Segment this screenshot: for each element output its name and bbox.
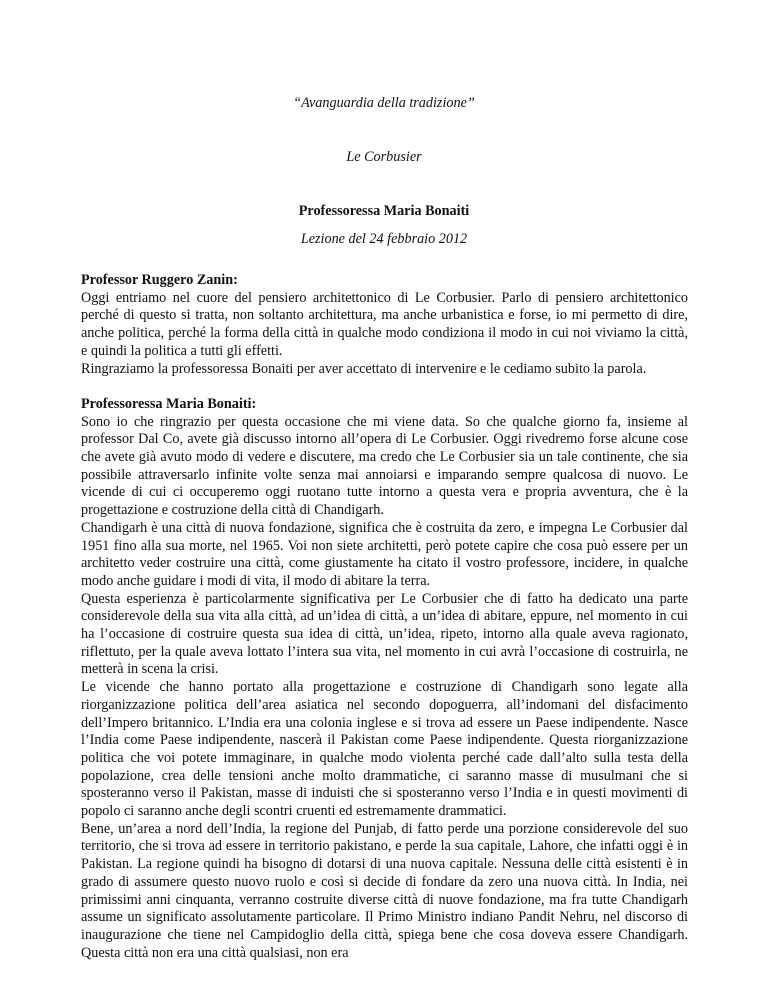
paragraph: Chandigarh è una città di nuova fondazione, significa che è costruita da zero, e impegna Le Corbusier dal 1951 fino alla sua morte, nel 1965. Voi non siete architetti, però potete capire che cosa può essere per un architetto veder costruire una città, come giustamente ha citato il vostro professore, incidere, in qualche modo anche guidare i modi di vita, il modo di abitare la terra.	[81, 519, 688, 589]
paragraph: Questa esperienza è particolarmente significativa per Le Corbusier che di fatto ha dedicato una parte considerevole della sua vita alla città, ad un’idea di città, a un’idea di abitare, eppure, nel momento in cui ha l’occasione di costruire questa sua idea di città, un’idea, ripeto, intorno alla quale aveva ragionato, riflettuto, per la quale aveva lottato l’intera sua vita, nel momento in cui avrà l’occasione di costruirla, ne metterà in scena la crisi.	[81, 590, 688, 678]
paragraph: Bene, un’area a nord dell’India, la regione del Punjab, di fatto perde una porzione considerevole del suo territorio, che si trova ad essere in territorio pakistano, e perde la sua capitale, Lahore, che infatti oggi è in Pakistan. La regione quindi ha bisogno di dotarsi di una nuova capitale. Nessuna delle città esistenti è in grado di assumere questo nuovo ruolo e così si decide di fondare da zero una nuova città. In India, nei primissimi anni cinquanta, verranno costruite diverse città di nuove fondazione, ma fra tutte Chandigarh assume un significato assolutamente particolare. Il Primo Ministro indiano Pandit Nehru, nel discorso di inaugurazione che tiene nel Campidoglio della città, spiega bene che cosa doveva essere Chandigarh. Questa città non era una città qualsiasi, non era	[81, 820, 688, 961]
paragraph: Sono io che ringrazio per questa occasione che mi viene data. So che qualche giorno fa, insieme al professor Dal Co, avete già discusso intorno all’opera di Le Corbusier. Oggi rivedremo forse alcune cose che avete già avuto modo di vedere e discutere, ma credo che Le Corbusier sia un tale continente, che sia possibile attraversarlo infinite volte senza mai annoiarsi e imparando sempre qualcosa di nuovo. Le vicende di cui ci occuperemo oggi ruotano tutte intorno a questa vera e propria avventura, che è la progettazione e costruzione della città di Chandigarh.	[81, 413, 688, 519]
paragraph: Oggi entriamo nel cuore del pensiero architettonico di Le Corbusier. Parlo di pensiero architettonico perché di questo si tratta, non soltanto architettura, ma anche urbanistica e forse, io mi permetto di dire, anche politica, perché la forma della città in qualche modo condiziona il modo in cui noi viviamo la città, e quindi la politica a tutti gli effetti.	[81, 289, 688, 359]
document-body	[81, 272, 688, 980]
lecture-date: Lezione del 24 febbraio 2012	[300, 231, 468, 247]
lecturer-name: Professoressa Maria Bonaiti	[298, 203, 470, 219]
document-subject: Le Corbusier	[346, 149, 422, 165]
speech-section-zanin	[81, 272, 688, 378]
paragraph: Le vicende che hanno portato alla progettazione e costruzione di Chandigarh sono legate alla riorganizzazione politica dell’area asiatica nel secondo dopoguerra, all’indomani del disfacimento dell’Impero britannico. L’India era una colonia inglese e si trova ad essere un Paese indipendente. Nasce l’India come Paese indipendente, nascerà il Pakistan come Paese indipendente. Questa riorganizzazione politica che voi potete immaginare, in qualche modo violenta perché cade dall’alto sulla testa della popolazione, crea delle tensioni anche molto drammatiche, ci saranno masse di musulmani che si sposteranno verso il Pakistan, masse di induisti che si sposteranno verso l’India e in questi movimenti di popolo ci saranno anche degli scontri cruenti ed estremamente drammatici.	[81, 679, 688, 820]
paragraph: Ringraziamo la professoressa Bonaiti per aver accettato di intervenire e le cediamo subito la parola.	[81, 360, 647, 377]
document-title: “Avanguardia della tradizione”	[293, 95, 475, 111]
speaker-label: Professor Ruggero Zanin:	[81, 272, 238, 288]
speaker-label: Professoressa Maria Bonaiti:	[81, 395, 257, 412]
speech-section-bonaiti	[81, 396, 688, 963]
